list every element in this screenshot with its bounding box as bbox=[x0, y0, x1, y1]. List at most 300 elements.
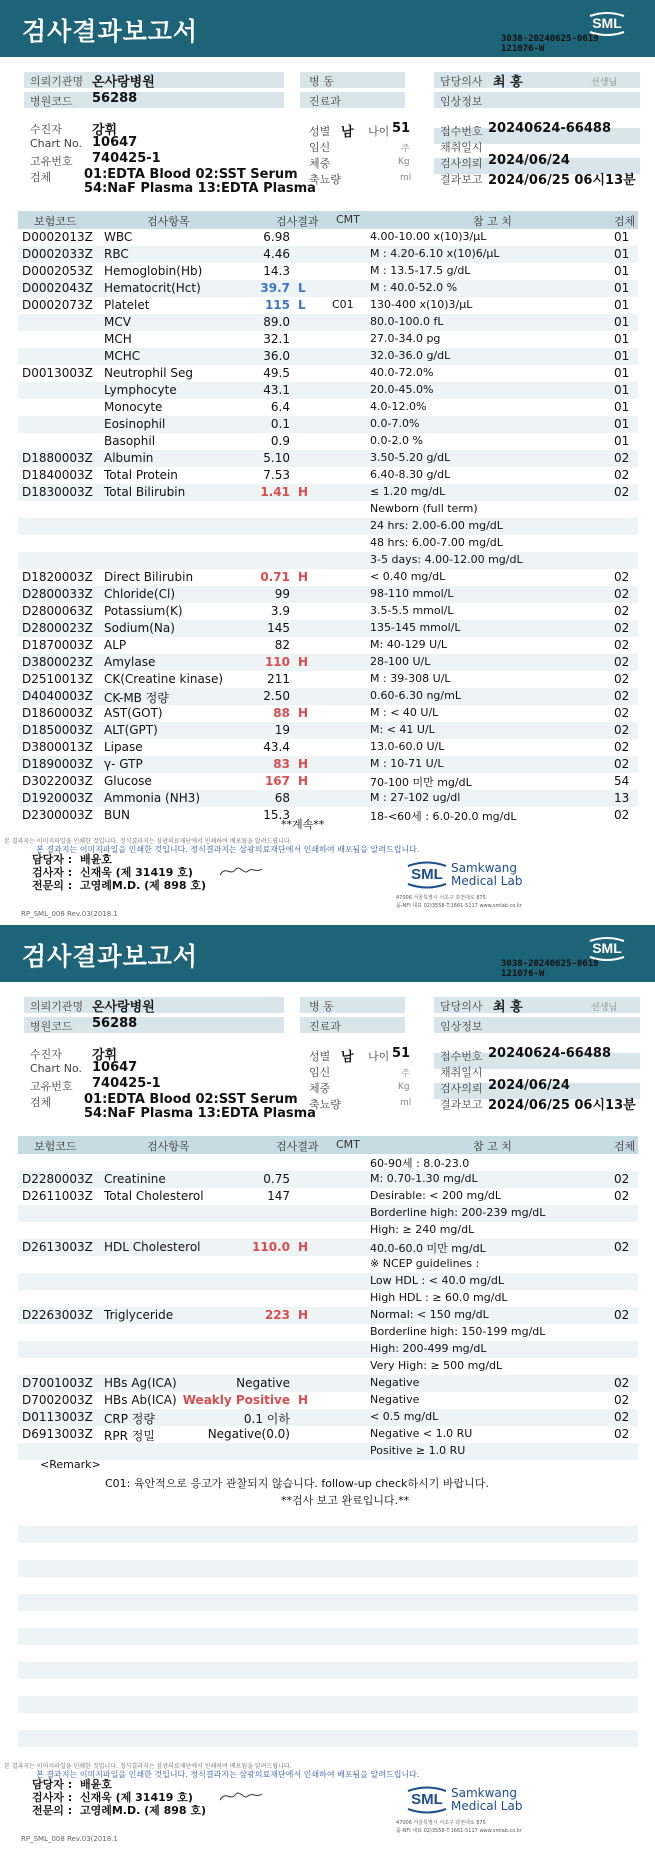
pregnancy-unit: 주 bbox=[401, 1069, 410, 1079]
id-label: 고유번호 bbox=[30, 1080, 73, 1093]
hosp-code-label: 병원코드 bbox=[30, 95, 73, 108]
row-specimen: 13 bbox=[614, 791, 630, 805]
chart-value: 10647 bbox=[92, 1060, 138, 1075]
chart-label: Chart No. bbox=[30, 1062, 82, 1075]
row-flag: H bbox=[298, 757, 309, 771]
row-result: 6.98 bbox=[263, 230, 290, 244]
report-title-2: 검사결과보고서 bbox=[22, 942, 199, 971]
row-test-name: RPR 정밀 bbox=[104, 1429, 155, 1443]
row-reference: 70-100 미만 mg/dL bbox=[370, 776, 472, 789]
row-specimen: 02 bbox=[614, 1393, 630, 1407]
report-title: 검사결과보고서 bbox=[22, 17, 199, 46]
address: 47006 서울특별시 서초구 과천대로 875 품-NFI 대표 02)3558-T:1661-5117 www.smlab.co.kr bbox=[396, 1820, 522, 1834]
row-reference: M: < 41 U/L bbox=[370, 723, 435, 736]
row-flag: H bbox=[298, 1393, 309, 1407]
header-item: 검사항목 bbox=[147, 215, 190, 228]
table-row bbox=[18, 807, 638, 824]
row-test-name: Albumin bbox=[104, 451, 154, 465]
blank-row bbox=[18, 1679, 638, 1696]
row-specimen: 01 bbox=[614, 264, 630, 278]
row-reference: 3.5-5.5 mmol/L bbox=[370, 604, 454, 617]
row-test-name: HBs Ab(ICA) bbox=[104, 1393, 177, 1407]
row-reference: High: ≥ 240 mg/dL bbox=[370, 1223, 475, 1236]
row-reference: 32.0-36.0 g/dL bbox=[370, 349, 451, 362]
age-label: 나이 bbox=[368, 1050, 390, 1063]
chart-value: 10647 bbox=[92, 135, 138, 150]
table-row bbox=[18, 1273, 638, 1290]
row-result: 167 bbox=[264, 774, 290, 788]
row-specimen: 02 bbox=[614, 451, 630, 465]
row-result: Negative(0.0) bbox=[207, 1427, 290, 1441]
row-result: 1.41 bbox=[260, 485, 290, 499]
row-specimen: 01 bbox=[614, 281, 630, 295]
table-row bbox=[18, 501, 638, 518]
blank-row bbox=[18, 1730, 638, 1747]
row-code: D0002043Z bbox=[22, 281, 93, 295]
specimen-line-2: 54:NaF Plasma 13:EDTA Plasma bbox=[84, 181, 316, 196]
report-label: 결과보고 bbox=[440, 1098, 483, 1111]
row-flag: H bbox=[298, 485, 309, 499]
table-row bbox=[18, 467, 638, 484]
row-reference: 135-145 mmol/L bbox=[370, 621, 461, 634]
row-test-name: Creatinine bbox=[104, 1172, 166, 1186]
table-row bbox=[18, 382, 638, 399]
document-id: 3038-20240625-0619 121076-W bbox=[501, 34, 599, 54]
header-ref: 참 고 치 bbox=[473, 1140, 512, 1153]
table-row bbox=[18, 1409, 638, 1426]
row-test-name: Lymphocyte bbox=[104, 383, 177, 397]
table-row bbox=[18, 297, 638, 314]
org-value: 온사랑병원 bbox=[92, 75, 155, 90]
row-reference: 4.00-10.00 x(10)3/μL bbox=[370, 230, 487, 243]
patient-value: 강휘 bbox=[92, 123, 118, 138]
blank-row bbox=[18, 1543, 638, 1560]
row-reference: M : < 40 U/L bbox=[370, 706, 439, 719]
row-result: 147 bbox=[267, 1189, 290, 1203]
table-row bbox=[18, 1154, 638, 1171]
row-code: D6913003Z bbox=[22, 1427, 93, 1441]
table-row bbox=[18, 331, 638, 348]
weight-label: 체중 bbox=[309, 157, 331, 170]
row-reference: M : 40.0-52.0 % bbox=[370, 281, 458, 294]
table-row bbox=[18, 569, 638, 586]
row-code: D1870003Z bbox=[22, 638, 93, 652]
table-row bbox=[18, 1307, 638, 1324]
row-specimen: 02 bbox=[614, 468, 630, 482]
row-test-name: Chloride(Cl) bbox=[104, 587, 176, 601]
doctor-label: 담당의사 bbox=[440, 75, 483, 88]
row-reference: Negative bbox=[370, 1393, 420, 1406]
row-specimen: 02 bbox=[614, 587, 630, 601]
row-specimen: 02 bbox=[614, 1427, 630, 1441]
row-reference: < 0.5 mg/dL bbox=[370, 1410, 439, 1423]
row-code: D2300003Z bbox=[22, 808, 93, 822]
table-row bbox=[18, 1341, 638, 1358]
row-reference: Normal: < 150 mg/dL bbox=[370, 1308, 489, 1321]
age-label: 나이 bbox=[368, 125, 390, 138]
table-row bbox=[18, 314, 638, 331]
row-reference: ※ NCEP guidelines : bbox=[370, 1257, 480, 1270]
row-result: 14.3 bbox=[263, 264, 290, 278]
row-result: 19 bbox=[274, 723, 290, 737]
id-value: 740425-1 bbox=[92, 151, 161, 166]
weight-unit: Kg bbox=[398, 1082, 410, 1092]
blank-row bbox=[18, 1560, 638, 1577]
row-specimen: 02 bbox=[614, 485, 630, 499]
row-result: 99 bbox=[274, 587, 290, 601]
pregnancy-label: 임신 bbox=[309, 1066, 331, 1079]
row-test-name: AST(GOT) bbox=[104, 706, 163, 720]
row-flag: H bbox=[298, 1240, 309, 1254]
row-specimen: 02 bbox=[614, 604, 630, 618]
svg-text:SML: SML bbox=[592, 940, 622, 956]
request-label: 검사의뢰 bbox=[440, 1082, 483, 1095]
row-reference: 40.0-60.0 미만 mg/dL bbox=[370, 1242, 486, 1255]
row-reference: 80.0-100.0 fL bbox=[370, 315, 444, 328]
request-label: 검사의뢰 bbox=[440, 157, 483, 170]
row-result: 83 bbox=[273, 757, 290, 771]
blank-row bbox=[18, 1509, 638, 1526]
row-test-name: Total Protein bbox=[104, 468, 178, 482]
table-row bbox=[18, 1256, 638, 1273]
row-code: D2800033Z bbox=[22, 587, 93, 601]
dept-label: 진료과 bbox=[309, 1020, 341, 1033]
row-reference: ≤ 1.20 mg/dL bbox=[370, 485, 446, 498]
row-reference: 0.60-6.30 ng/mL bbox=[370, 689, 461, 702]
table-row bbox=[18, 1205, 638, 1222]
row-reference: 4.0-12.0% bbox=[370, 400, 427, 413]
row-test-name: CK-MB 정량 bbox=[104, 691, 169, 705]
continued-marker: **계속** bbox=[281, 818, 325, 831]
row-specimen: 02 bbox=[614, 621, 630, 635]
table-row bbox=[18, 1392, 638, 1409]
request-value: 2024/06/24 bbox=[488, 153, 570, 168]
row-test-name: MCH bbox=[104, 332, 132, 346]
chart-label: Chart No. bbox=[30, 137, 82, 150]
row-test-name: Neutrophil Seg bbox=[104, 366, 194, 380]
doctor-suffix: 선생님 bbox=[591, 78, 618, 88]
table-row bbox=[18, 705, 638, 722]
row-test-name: Platelet bbox=[104, 298, 150, 312]
row-code: D3800023Z bbox=[22, 655, 93, 669]
form-code: RP_SML_008 Rev.03(2018.1 bbox=[21, 910, 118, 918]
row-reference: High: 200-499 mg/dL bbox=[370, 1342, 487, 1355]
doctor-value: 최 홍 bbox=[493, 1000, 523, 1015]
row-specimen: 02 bbox=[614, 1189, 630, 1203]
row-test-name: Basophil bbox=[104, 434, 156, 448]
brand-name: Samkwang Medical Lab bbox=[451, 1786, 523, 1813]
row-result: 223 bbox=[264, 1308, 290, 1322]
notice-blue: 본 결과지는 이미지파일을 인쇄한 것입니다. 정식결과지는 삼광의료재단에서 인쇄하여 배포됨을 알려드립니다. bbox=[36, 845, 420, 854]
row-result: 6.4 bbox=[270, 400, 290, 414]
row-code: D1820003Z bbox=[22, 570, 93, 584]
blank-table-area bbox=[18, 1509, 638, 1747]
doctor-value: 최 홍 bbox=[493, 75, 523, 90]
row-reference: 0.0-2.0 % bbox=[370, 434, 423, 447]
table-row bbox=[18, 1188, 638, 1205]
table-row bbox=[18, 739, 638, 756]
row-result: 0.75 bbox=[263, 1172, 290, 1186]
form-code: RP_SML_008 Rev.03(2018.1 bbox=[21, 1835, 118, 1843]
table-row bbox=[18, 1426, 638, 1443]
report-complete: **검사 보고 완료입니다.** bbox=[281, 1494, 410, 1507]
row-reference: 6.40-8.30 g/dL bbox=[370, 468, 451, 481]
report-page-2 bbox=[0, 925, 655, 1850]
table-row bbox=[18, 1239, 638, 1256]
row-test-name: Total Bilirubin bbox=[104, 485, 186, 499]
row-specimen: 02 bbox=[614, 1172, 630, 1186]
row-reference: 0.0-7.0% bbox=[370, 417, 420, 430]
blank-row bbox=[18, 1526, 638, 1543]
table-row bbox=[18, 450, 638, 467]
row-test-name: RBC bbox=[104, 247, 129, 261]
row-test-name: ALT(GPT) bbox=[104, 723, 158, 737]
row-specimen: 01 bbox=[614, 366, 630, 380]
row-flag: H bbox=[298, 706, 309, 720]
row-code: D0002013Z bbox=[22, 230, 93, 244]
report-label: 결과보고 bbox=[440, 173, 483, 186]
sml-footer-logo-icon bbox=[404, 1785, 450, 1815]
results-table-page-2 bbox=[18, 1154, 638, 1460]
row-reference: M : 27-102 ug/dl bbox=[370, 791, 461, 804]
table-row bbox=[18, 1358, 638, 1375]
row-code: D3022003Z bbox=[22, 774, 93, 788]
row-test-name: Triglyceride bbox=[104, 1308, 174, 1322]
row-specimen: 54 bbox=[614, 774, 630, 788]
row-code: D0013003Z bbox=[22, 366, 93, 380]
row-test-name: Potassium(K) bbox=[104, 604, 183, 618]
row-code: D0002053Z bbox=[22, 264, 93, 278]
pregnancy-label: 임신 bbox=[309, 141, 331, 154]
id-label: 고유번호 bbox=[30, 155, 73, 168]
row-flag: H bbox=[298, 655, 309, 669]
specimen-line-2: 54:NaF Plasma 13:EDTA Plasma bbox=[84, 1106, 316, 1121]
row-cmt: C01 bbox=[332, 298, 354, 311]
row-result: 211 bbox=[267, 672, 290, 686]
table-row bbox=[18, 484, 638, 501]
row-reference: 20.0-45.0% bbox=[370, 383, 434, 396]
table-row bbox=[18, 1375, 638, 1392]
row-specimen: 02 bbox=[614, 706, 630, 720]
org-value: 온사랑병원 bbox=[92, 1000, 155, 1015]
header-ref: 참 고 치 bbox=[473, 215, 512, 228]
table-row bbox=[18, 246, 638, 263]
table-row bbox=[18, 365, 638, 382]
row-reference: 60-90세 : 8.0-23.0 bbox=[370, 1157, 470, 1170]
row-test-name: MCV bbox=[104, 315, 131, 329]
row-result: 7.53 bbox=[263, 468, 290, 482]
row-reference: Newborn (full term) bbox=[370, 502, 478, 515]
row-specimen: 01 bbox=[614, 417, 630, 431]
row-reference: Very High: ≥ 500 mg/dL bbox=[370, 1359, 503, 1372]
header-div: 검체 bbox=[614, 1140, 636, 1153]
row-reference: Negative bbox=[370, 1376, 420, 1389]
row-test-name: Monocyte bbox=[104, 400, 163, 414]
row-flag: L bbox=[298, 281, 306, 295]
row-specimen: 02 bbox=[614, 1376, 630, 1390]
receipt-value: 20240624-66488 bbox=[488, 1046, 611, 1061]
report-footer-1 bbox=[0, 836, 655, 925]
results-table-page-1 bbox=[18, 229, 638, 824]
row-code: D2800063Z bbox=[22, 604, 93, 618]
patient-value: 강휘 bbox=[92, 1048, 118, 1063]
row-reference: High HDL : ≥ 60.0 mg/dL bbox=[370, 1291, 508, 1304]
ward-label: 병 동 bbox=[309, 1000, 334, 1013]
doctor-label: 담당의사 bbox=[440, 1000, 483, 1013]
table-row bbox=[18, 263, 638, 280]
row-code: D2613003Z bbox=[22, 1240, 93, 1254]
remark-label: <Remark> bbox=[40, 1458, 101, 1471]
notice-small: 본 결과지는 이미지파일을 인쇄한 것입니다. 정식결과지는 삼광의료재단에서 인쇄하여 배포됨을 알려드립니다. bbox=[4, 838, 292, 845]
row-code: D1850003Z bbox=[22, 723, 93, 737]
row-specimen: 02 bbox=[614, 740, 630, 754]
table-row bbox=[18, 1290, 638, 1307]
hosp-code-label: 병원코드 bbox=[30, 1020, 73, 1033]
row-result: 115 bbox=[264, 298, 290, 312]
row-reference: 3-5 days: 4.00-12.00 mg/dL bbox=[370, 553, 523, 566]
report-value: 2024/06/25 06시13분 bbox=[488, 1098, 636, 1113]
table-row bbox=[18, 399, 638, 416]
table-row bbox=[18, 1171, 638, 1188]
table-row bbox=[18, 1324, 638, 1341]
row-reference: M : 13.5-17.5 g/dL bbox=[370, 264, 471, 277]
urine-label: 축뇨량 bbox=[309, 1098, 341, 1111]
row-reference: M : 10-71 U/L bbox=[370, 757, 444, 770]
row-test-name: Hemoglobin(Hb) bbox=[104, 264, 203, 278]
weight-label: 체중 bbox=[309, 1082, 331, 1095]
row-result: 0.71 bbox=[260, 570, 290, 584]
row-code: D1840003Z bbox=[22, 468, 93, 482]
row-reference: 13.0-60.0 U/L bbox=[370, 740, 445, 753]
row-code: D1880003Z bbox=[22, 451, 93, 465]
row-test-name: WBC bbox=[104, 230, 133, 244]
row-code: D4040003Z bbox=[22, 689, 93, 703]
signature-block: 담당자 : 배윤호 검사자 : 신재욱 (제 31419 호) 전문의 : 고영례M.D. (제 898 호) bbox=[32, 1778, 207, 1817]
notice-blue: 본 결과지는 이미지파일을 인쇄한 것입니다. 정식결과지는 삼광의료재단에서 인쇄하여 배포됨을 알려드립니다. bbox=[36, 1770, 420, 1779]
age-value: 51 bbox=[392, 121, 411, 136]
table-row bbox=[18, 280, 638, 297]
row-reference: 18-<60세 : 6.0-20.0 mg/dL bbox=[370, 810, 517, 823]
row-specimen: 01 bbox=[614, 349, 630, 363]
row-test-name: BUN bbox=[104, 808, 130, 822]
blank-row bbox=[18, 1662, 638, 1679]
specimen-label: 검체 bbox=[30, 1096, 52, 1109]
row-specimen: 01 bbox=[614, 383, 630, 397]
svg-text:SML: SML bbox=[411, 1791, 443, 1808]
row-flag: H bbox=[298, 570, 309, 584]
id-value: 740425-1 bbox=[92, 1076, 161, 1091]
row-specimen: 02 bbox=[614, 808, 630, 822]
collect-label: 채취일시 bbox=[440, 1066, 483, 1079]
row-specimen: 01 bbox=[614, 400, 630, 414]
pregnancy-unit: 주 bbox=[401, 144, 410, 154]
signature-block: 담당자 : 배윤호 검사자 : 신재욱 (제 31419 호) 전문의 : 고영례M.D. (제 898 호) bbox=[32, 853, 207, 892]
row-reference: 27.0-34.0 pg bbox=[370, 332, 441, 345]
row-specimen: 01 bbox=[614, 315, 630, 329]
blank-row bbox=[18, 1628, 638, 1645]
table-row bbox=[18, 671, 638, 688]
row-reference: < 0.40 mg/dL bbox=[370, 570, 446, 583]
svg-text:SML: SML bbox=[592, 15, 622, 31]
row-specimen: 02 bbox=[614, 757, 630, 771]
age-value: 51 bbox=[392, 1046, 411, 1061]
row-code: D3800013Z bbox=[22, 740, 93, 754]
table-row bbox=[18, 773, 638, 790]
row-test-name: Glucose bbox=[104, 774, 152, 788]
row-code: D1830003Z bbox=[22, 485, 93, 499]
request-value: 2024/06/24 bbox=[488, 1078, 570, 1093]
row-specimen: 01 bbox=[614, 434, 630, 448]
doctor-suffix: 선생님 bbox=[591, 1003, 618, 1013]
blank-row bbox=[18, 1645, 638, 1662]
clinical-label: 임상정보 bbox=[440, 95, 483, 108]
table-row bbox=[18, 637, 638, 654]
header-item: 검사항목 bbox=[147, 1140, 190, 1153]
row-code: D0113003Z bbox=[22, 1410, 93, 1424]
row-result: Weakly Positive bbox=[182, 1393, 290, 1407]
table-row bbox=[18, 620, 638, 637]
ward-label: 병 동 bbox=[309, 75, 334, 88]
receipt-value: 20240624-66488 bbox=[488, 121, 611, 136]
hosp-code-value: 56288 bbox=[92, 1016, 138, 1031]
table-row bbox=[18, 552, 638, 569]
row-reference: 3.50-5.20 g/dL bbox=[370, 451, 451, 464]
weight-unit: Kg bbox=[398, 157, 410, 167]
row-test-name: Lipase bbox=[104, 740, 143, 754]
row-test-name: Hematocrit(Hct) bbox=[104, 281, 201, 295]
report-footer-2 bbox=[0, 1761, 655, 1850]
row-specimen: 02 bbox=[614, 1410, 630, 1424]
row-test-name: CRP 정량 bbox=[104, 1412, 155, 1426]
row-test-name: Sodium(Na) bbox=[104, 621, 175, 635]
table-row bbox=[18, 1443, 638, 1460]
row-reference: M: 40-129 U/L bbox=[370, 638, 448, 651]
table-row bbox=[18, 535, 638, 552]
row-result: 0.1 이하 bbox=[243, 1412, 290, 1426]
row-code: D1890003Z bbox=[22, 757, 93, 771]
dept-label: 진료과 bbox=[309, 95, 341, 108]
receipt-label: 접수번호 bbox=[440, 125, 483, 138]
row-result: 88 bbox=[273, 706, 290, 720]
row-code: D1920003Z bbox=[22, 791, 93, 805]
row-specimen: 01 bbox=[614, 247, 630, 261]
row-result: Negative bbox=[236, 1376, 290, 1390]
sex-value: 남 bbox=[341, 1050, 354, 1065]
collect-label: 채취일시 bbox=[440, 141, 483, 154]
row-reference: Positive ≥ 1.0 RU bbox=[370, 1444, 466, 1457]
org-label: 의뢰기관명 bbox=[30, 1000, 84, 1013]
row-result: 4.46 bbox=[263, 247, 290, 261]
row-reference: Negative < 1.0 RU bbox=[370, 1427, 473, 1440]
row-reference: Borderline high: 200-239 mg/dL bbox=[370, 1206, 546, 1219]
row-reference: Borderline high: 150-199 mg/dL bbox=[370, 1325, 546, 1338]
svg-text:SML: SML bbox=[411, 866, 443, 883]
row-test-name: Direct Bilirubin bbox=[104, 570, 194, 584]
row-result: 43.4 bbox=[263, 740, 290, 754]
clinical-label: 임상정보 bbox=[440, 1020, 483, 1033]
sex-value: 남 bbox=[341, 125, 354, 140]
row-specimen: 02 bbox=[614, 689, 630, 703]
row-result: 0.9 bbox=[270, 434, 290, 448]
table-row bbox=[18, 603, 638, 620]
row-code: D2280003Z bbox=[22, 1172, 93, 1186]
signature-scribble-icon bbox=[218, 1788, 264, 1804]
table-row bbox=[18, 518, 638, 535]
row-specimen: 02 bbox=[614, 570, 630, 584]
results-table-header-2 bbox=[18, 1136, 638, 1154]
row-result: 49.5 bbox=[263, 366, 290, 380]
row-specimen: 02 bbox=[614, 655, 630, 669]
